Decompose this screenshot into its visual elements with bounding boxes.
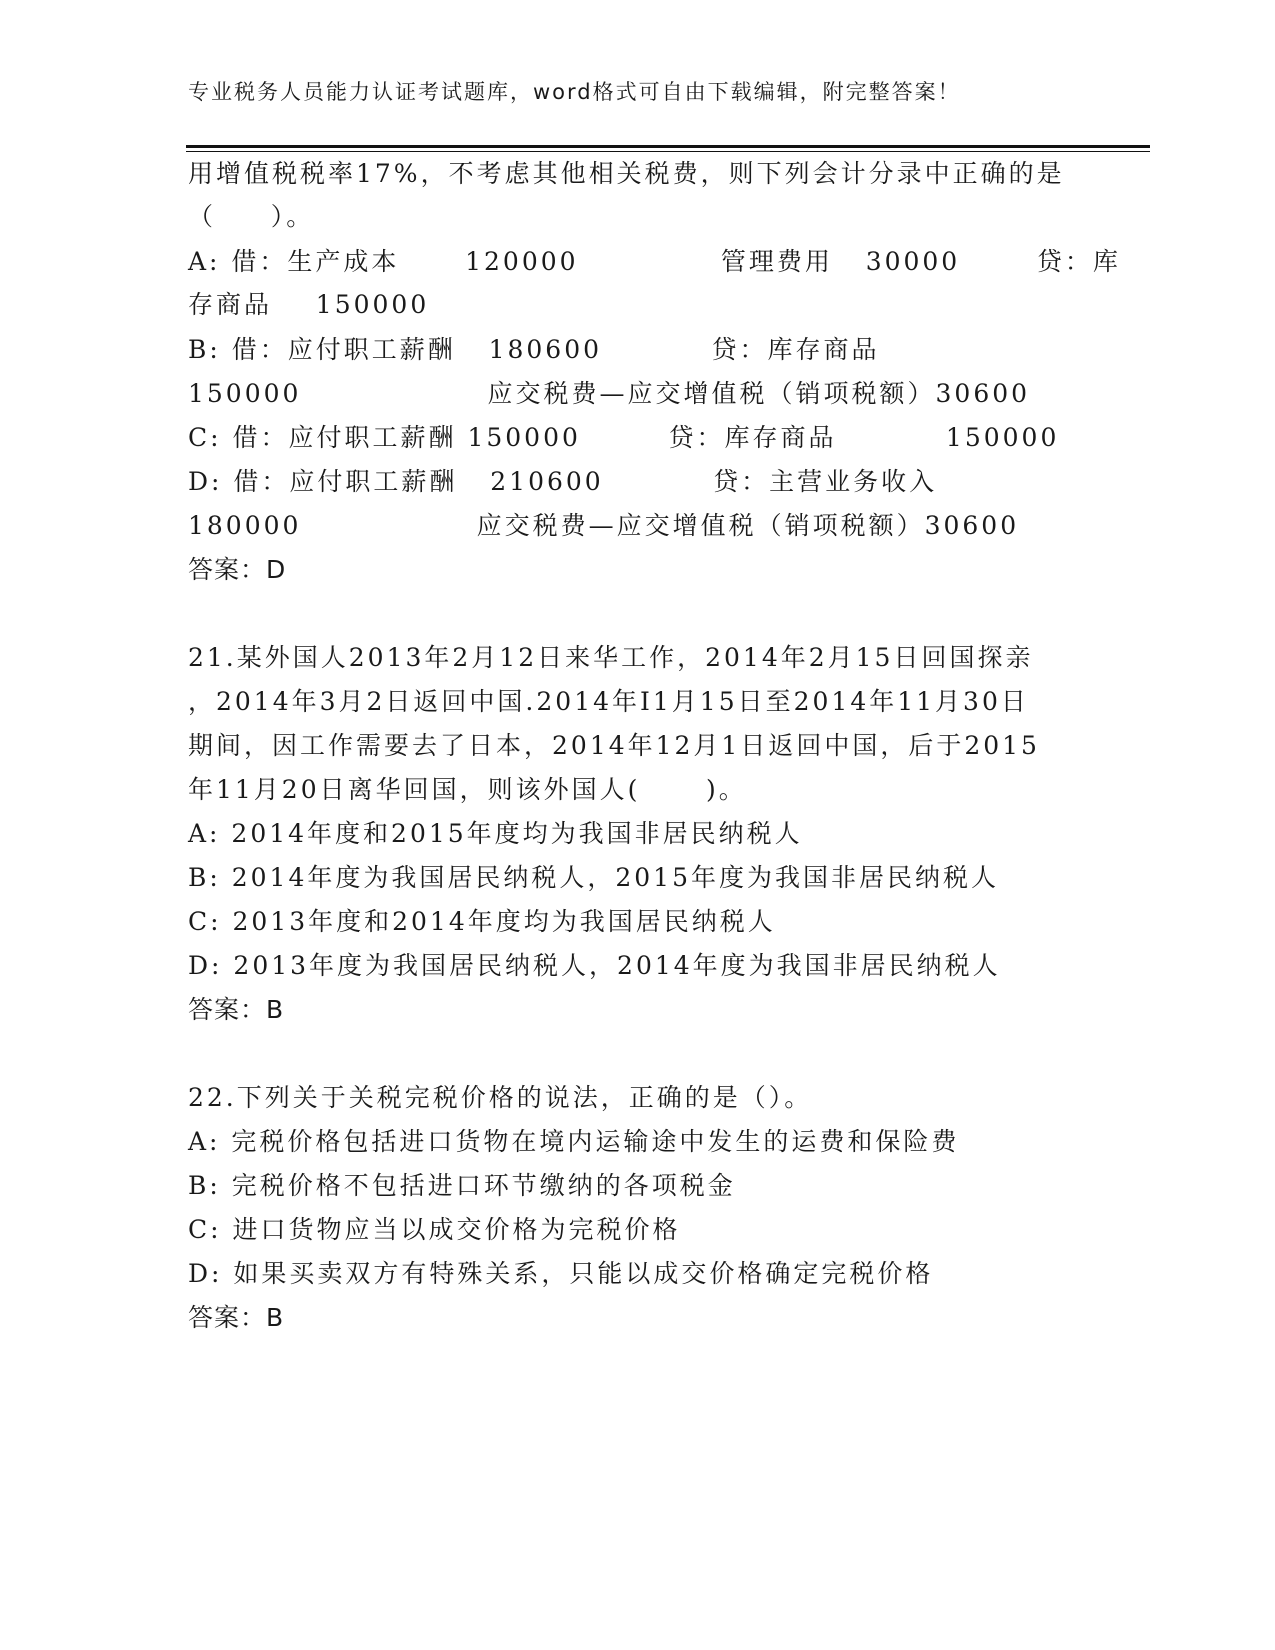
- q21-stem-line-1: 21.某外国人2013年2月12日来华工作，2014年2月15日回国探亲: [188, 643, 1034, 672]
- q20-stem-line-2: （ ）。: [188, 202, 315, 231]
- q21-stem-line-3: 期间，因工作需要去了日本，2014年12月1日返回中国，后于2015: [188, 731, 1040, 760]
- q21-stem-line-2: ，2014年3月2日返回中国.2014年I1月15日至2014年11月30日: [188, 687, 1029, 716]
- q21-option-b: B: 2014年度为我国居民纳税人，2015年度为我国非居民纳税人: [188, 863, 999, 892]
- q22-stem: 22.下列关于关税完税价格的说法，正确的是（）。: [188, 1083, 813, 1112]
- header-rule-thin: [186, 151, 1150, 152]
- q20-option-a-line-1: A: 借：生产成本 120000 管理费用 30000 贷：库: [188, 247, 1121, 276]
- q21-option-d: D: 2013年度为我国居民纳税人，2014年度为我国非居民纳税人: [188, 951, 1001, 980]
- q22-option-d: D: 如果买卖双方有特殊关系，只能以成交价格确定完税价格: [188, 1259, 934, 1288]
- q20-option-d-line-2: 180000 应交税费—应交增值税（销项税额）30600: [188, 511, 1020, 540]
- q20-stem-line-1: 用增值税税率17%，不考虑其他相关税费，则下列会计分录中正确的是: [188, 159, 1065, 188]
- header-rule-thick: [186, 145, 1150, 148]
- q20-option-c: C: 借：应付职工薪酬 150000 贷：库存商品 150000: [188, 423, 1060, 452]
- q22-option-c: C: 进口货物应当以成交价格为完税价格: [188, 1215, 681, 1244]
- q20-option-a-line-2: 存商品 150000: [188, 290, 430, 319]
- q22-answer: 答案：B: [188, 1303, 285, 1332]
- page-header: 专业税务人员能力认证考试题库，word格式可自由下载编辑，附完整答案！: [188, 80, 961, 104]
- q22-option-a: A: 完税价格包括进口货物在境内运输途中发生的运费和保险费: [188, 1127, 960, 1156]
- q20-option-d-line-1: D: 借：应付职工薪酬 210600 贷：主营业务收入: [188, 467, 938, 496]
- q22-option-b: B: 完税价格不包括进口环节缴纳的各项税金: [188, 1171, 736, 1200]
- q21-stem-line-4: 年11月20日离华回国，则该外国人( )。: [188, 775, 747, 804]
- q20-option-b-line-2: 150000 应交税费—应交增值税（销项税额）30600: [188, 379, 1031, 408]
- q20-answer: 答案：D: [188, 555, 287, 584]
- q20-option-b-line-1: B: 借：应付职工薪酬 180600 贷：库存商品: [188, 335, 880, 364]
- q21-option-a: A: 2014年度和2015年度均为我国非居民纳税人: [188, 819, 803, 848]
- q21-answer: 答案：B: [188, 995, 285, 1024]
- q21-option-c: C: 2013年度和2014年度均为我国居民纳税人: [188, 907, 776, 936]
